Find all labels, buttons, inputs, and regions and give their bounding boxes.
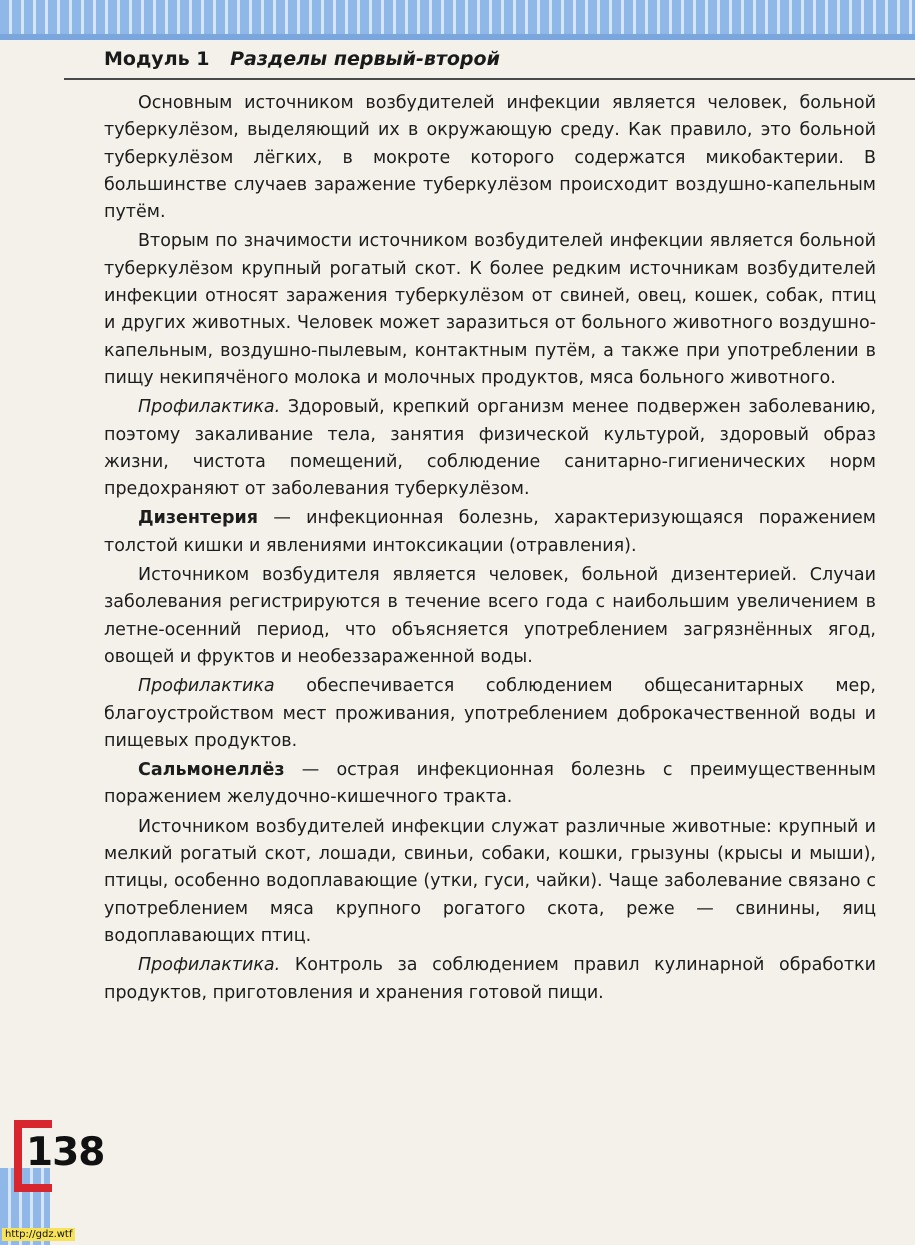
paragraph-text: Источником возбудителей инфекции служат различные животные: крупный и мелкий рогатый скот, лошади, свиньи, собаки, кошки, грызуны (крысы и мыши), птицы, особенно водоплавающие (утки, гуси, чайки). Чаще заболевание связано с употреблением мяса крупного рогатого скота, реже — свинины, яиц водоплавающих птиц. [104, 816, 876, 946]
page-body [104, 90, 876, 1007]
paragraph-salmonellosis-source [104, 814, 876, 950]
source-watermark: http://gdz.wtf [2, 1228, 75, 1241]
module-label: Модуль 1 [104, 48, 210, 70]
paragraph-dysentery-source [104, 562, 876, 671]
section-title: Разделы первый-второй [230, 48, 500, 70]
paragraph-tuberculosis-prevention [104, 394, 876, 503]
prevention-label: Профилактика [138, 676, 275, 697]
page-header [104, 48, 904, 78]
header-divider [64, 78, 915, 80]
paragraph-text: Контроль за соблюдением правил кулинарной обработки продуктов, приготовления и хранения готовой пищи. [104, 955, 876, 1003]
paragraph-text: Здоровый, крепкий организм менее подвержен заболеванию, поэтому закаливание тела, занятия физической культурой, здоровый образ жизни, чистота помещений, соблюдение санитарно-гигиенических норм предохраняют от заболевания туберкулёзом. [104, 397, 876, 500]
prevention-label: Профилактика. [138, 955, 281, 976]
paragraph-dysentery-definition [104, 505, 876, 560]
page-number: 138 [26, 1130, 105, 1175]
paragraph-text: Основным источником возбудителей инфекции является человек, больной туберкулёзом, выделяющий их в окружающую среду. Как правило, это больной туберкулёзом лёгких, в мокроте которого содержатся микобактерии. В большинстве случаев заражение туберкулёзом происходит воздушно-капельным путём. [104, 93, 876, 223]
paragraph-text: — острая инфекционная болезнь с преимущественным поражением желудочно-кишечного тракта. [104, 760, 876, 808]
term-dysentery: Дизентерия [138, 508, 259, 529]
paragraph-tuberculosis-source [104, 90, 876, 226]
paragraph-salmonellosis-prevention [104, 952, 876, 1007]
paragraph-salmonellosis-definition [104, 757, 876, 812]
paragraph-text: — инфекционная болезнь, характеризующаяся поражением толстой кишки и явлениями интоксикации (отравления). [104, 508, 876, 556]
paragraph-dysentery-prevention [104, 673, 876, 755]
paragraph-text: обеспечивается соблюдением общесанитарных мер, благоустройством мест проживания, употреблением доброкачественной воды и пищевых продуктов. [104, 676, 876, 751]
term-salmonellosis: Сальмонеллёз [138, 760, 285, 781]
paragraph-tuberculosis-cattle [104, 228, 876, 392]
paragraph-text: Вторым по значимости источником возбудителей инфекции является больной туберкулёзом крупный рогатый скот. К более редким источникам возбудителей инфекции относят заражения туберкулёзом от свиней, овец, кошек, собак, птиц и других животных. Человек может заразиться от больного животного воздушно-капельным, воздушно-пылевым, контактным путём, а также при употреблении в пищу некипячёного молока и молочных продуктов, мяса больного животного. [104, 231, 876, 388]
top-decorative-band [0, 0, 915, 40]
prevention-label: Профилактика. [138, 397, 281, 418]
paragraph-text: Источником возбудителя является человек, больной дизентерией. Случаи заболевания регистрируются в течение всего года с наибольшим увеличением в летне-осенний период, что объясняется употреблением загрязнённых ягод, овощей и фруктов и необеззараженной воды. [104, 565, 876, 667]
